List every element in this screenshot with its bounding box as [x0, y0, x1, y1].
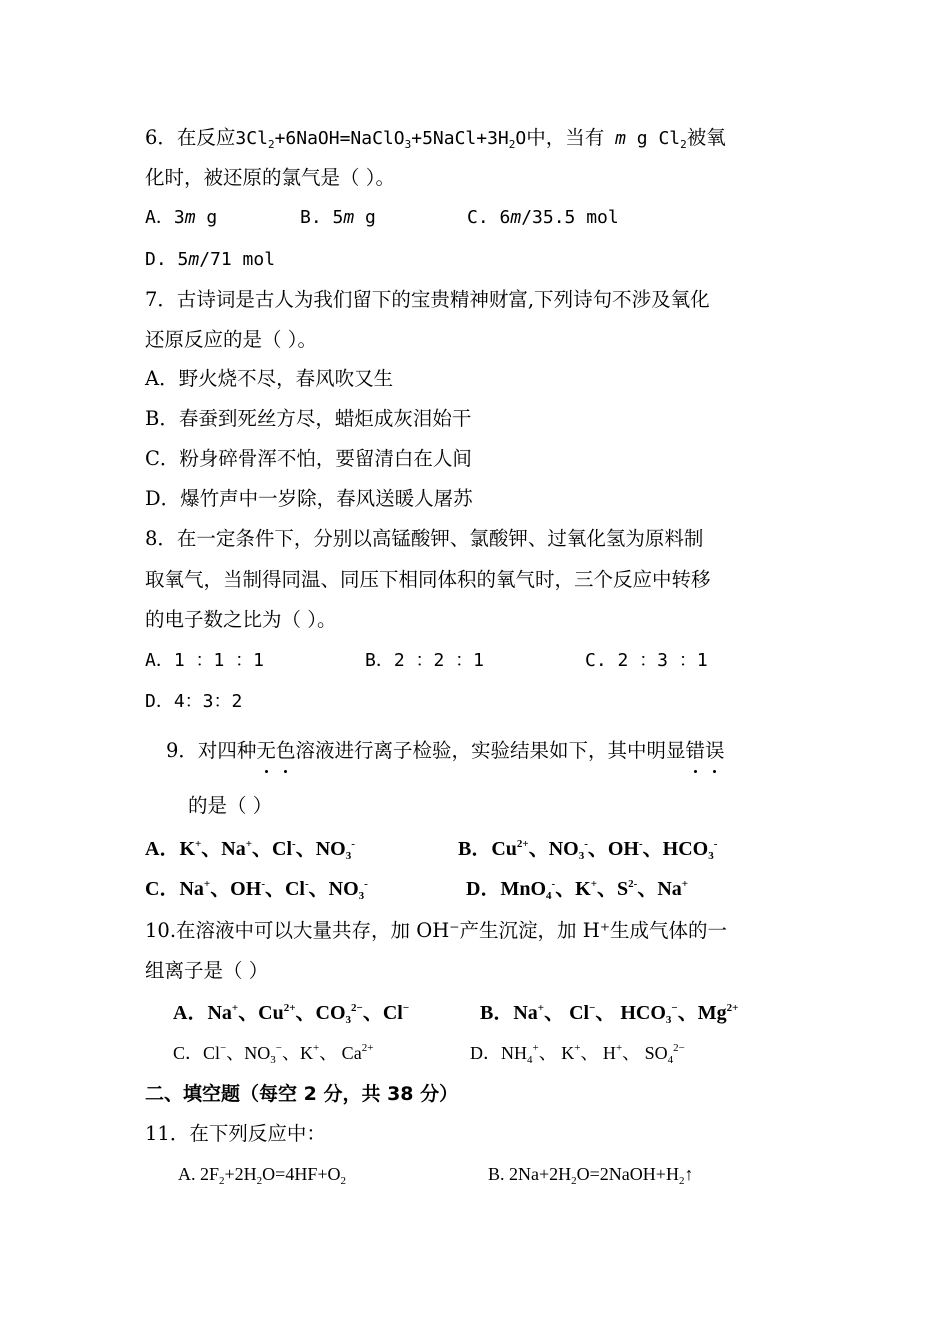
q10-stem-line2: 组离子是（ ）	[145, 959, 269, 982]
q9-option-d: D．MnO$_4$-、K+、$S^{2-}$、Na+	[466, 878, 689, 902]
q8-option-a: A．1 ：1 ：1	[145, 650, 265, 671]
q6-option-c: C. 6m/35.5 mol	[467, 207, 619, 228]
q9-stem-line2: 的是（ ）	[188, 794, 273, 817]
q7-option-c: C．粉身碎骨浑不怕，要留清白在人间	[145, 447, 472, 470]
q6-stem-line1: 6．在反应$3Cl_2+6NaOH=NaClO_3+5NaCl+3H_2O$中，当有 m g $Cl_2$被氧	[145, 126, 726, 151]
q8-stem-line1: 8．在一定条件下，分别以高锰酸钾、氯酸钾、过氧化氢为原料制	[145, 527, 704, 550]
q9-option-c: C．Na+、OH-、Cl-、$NO_3^-$	[145, 878, 368, 902]
q8-stem-line2: 取氧气，当制得同温、同压下相同体积的氧气时，三个反应中转移	[145, 568, 711, 591]
q10-option-c: C．Cl−、$NO_3^-$、K+、 $Ca^{2+}$	[173, 1042, 374, 1066]
section-title: 二、填空题（每空 2 分，共 38 分）	[145, 1083, 459, 1105]
emphasis-dot-char: 误	[704, 739, 725, 762]
q8-option-d: D．4：3：2	[145, 691, 243, 712]
q10-option-a: A．Na+、$Cu^{2+}$、$CO_3^{2-}$、Cl−	[173, 1002, 410, 1026]
q10-option-d: D．$NH_4^+$、 K+、 H+、 $SO_4^{2-}$	[470, 1042, 685, 1066]
q11-stem: 11．在下列反应中：	[145, 1122, 326, 1145]
q6-stem-line2: 化时，被还原的氯气是（ ）。	[145, 166, 395, 189]
emphasis-dot-char: 无	[256, 739, 276, 762]
q8-option-b: B．2 ：2 ：1	[365, 650, 485, 671]
q7-option-d: D．爆竹声中一岁除，春风送暖人屠苏	[145, 487, 473, 510]
q10-option-b: B．Na+、 Cl−、 $HCO_3^-$、$Mg^{2+}$	[480, 1002, 739, 1026]
q6-option-d: D. 5m/71 mol	[145, 249, 276, 270]
q7-stem-line2: 还原反应的是（ ）。	[145, 328, 317, 351]
q10-stem-line1: 10.在溶液中可以大量共存，加 OH⁻产生沉淀，加 H⁺生成气体的一	[145, 919, 727, 942]
emphasis-dot-char: 错	[685, 739, 705, 762]
q9-stem-line1: 9．对四种无色溶液进行离子检验，实验结果如下，其中明显错误	[166, 739, 725, 762]
q9-option-b: B．$Cu^{2+}$、$NO_3^-$、OH-、$HCO_3^-$	[458, 838, 718, 862]
q11-reaction-b: B. $2Na+2H_2O=2NaOH+H_2↑$	[488, 1164, 694, 1187]
q7-option-b: B．春蚕到死丝方尽，蜡炬成灰泪始干	[145, 407, 472, 430]
q6-option-b: B. 5m g	[300, 207, 376, 228]
q9-option-a: A．K+、Na+、Cl-、$NO_3^-$	[145, 838, 355, 862]
q8-option-c: C. 2 ：3 ：1	[585, 650, 708, 671]
q8-stem-line3: 的电子数之比为（ ）。	[145, 608, 337, 631]
q7-stem-line1: 7．古诗词是古人为我们留下的宝贵精神财富,下列诗句不涉及氧化	[145, 288, 710, 311]
q7-option-a: A．野火烧不尽，春风吹又生	[145, 367, 394, 390]
emphasis-dot-char: 色	[275, 739, 296, 762]
q6-option-a: A．3m g	[145, 207, 218, 228]
q11-reaction-a: A. $2F_2+2H_2O=4HF+O_2$	[178, 1164, 346, 1187]
